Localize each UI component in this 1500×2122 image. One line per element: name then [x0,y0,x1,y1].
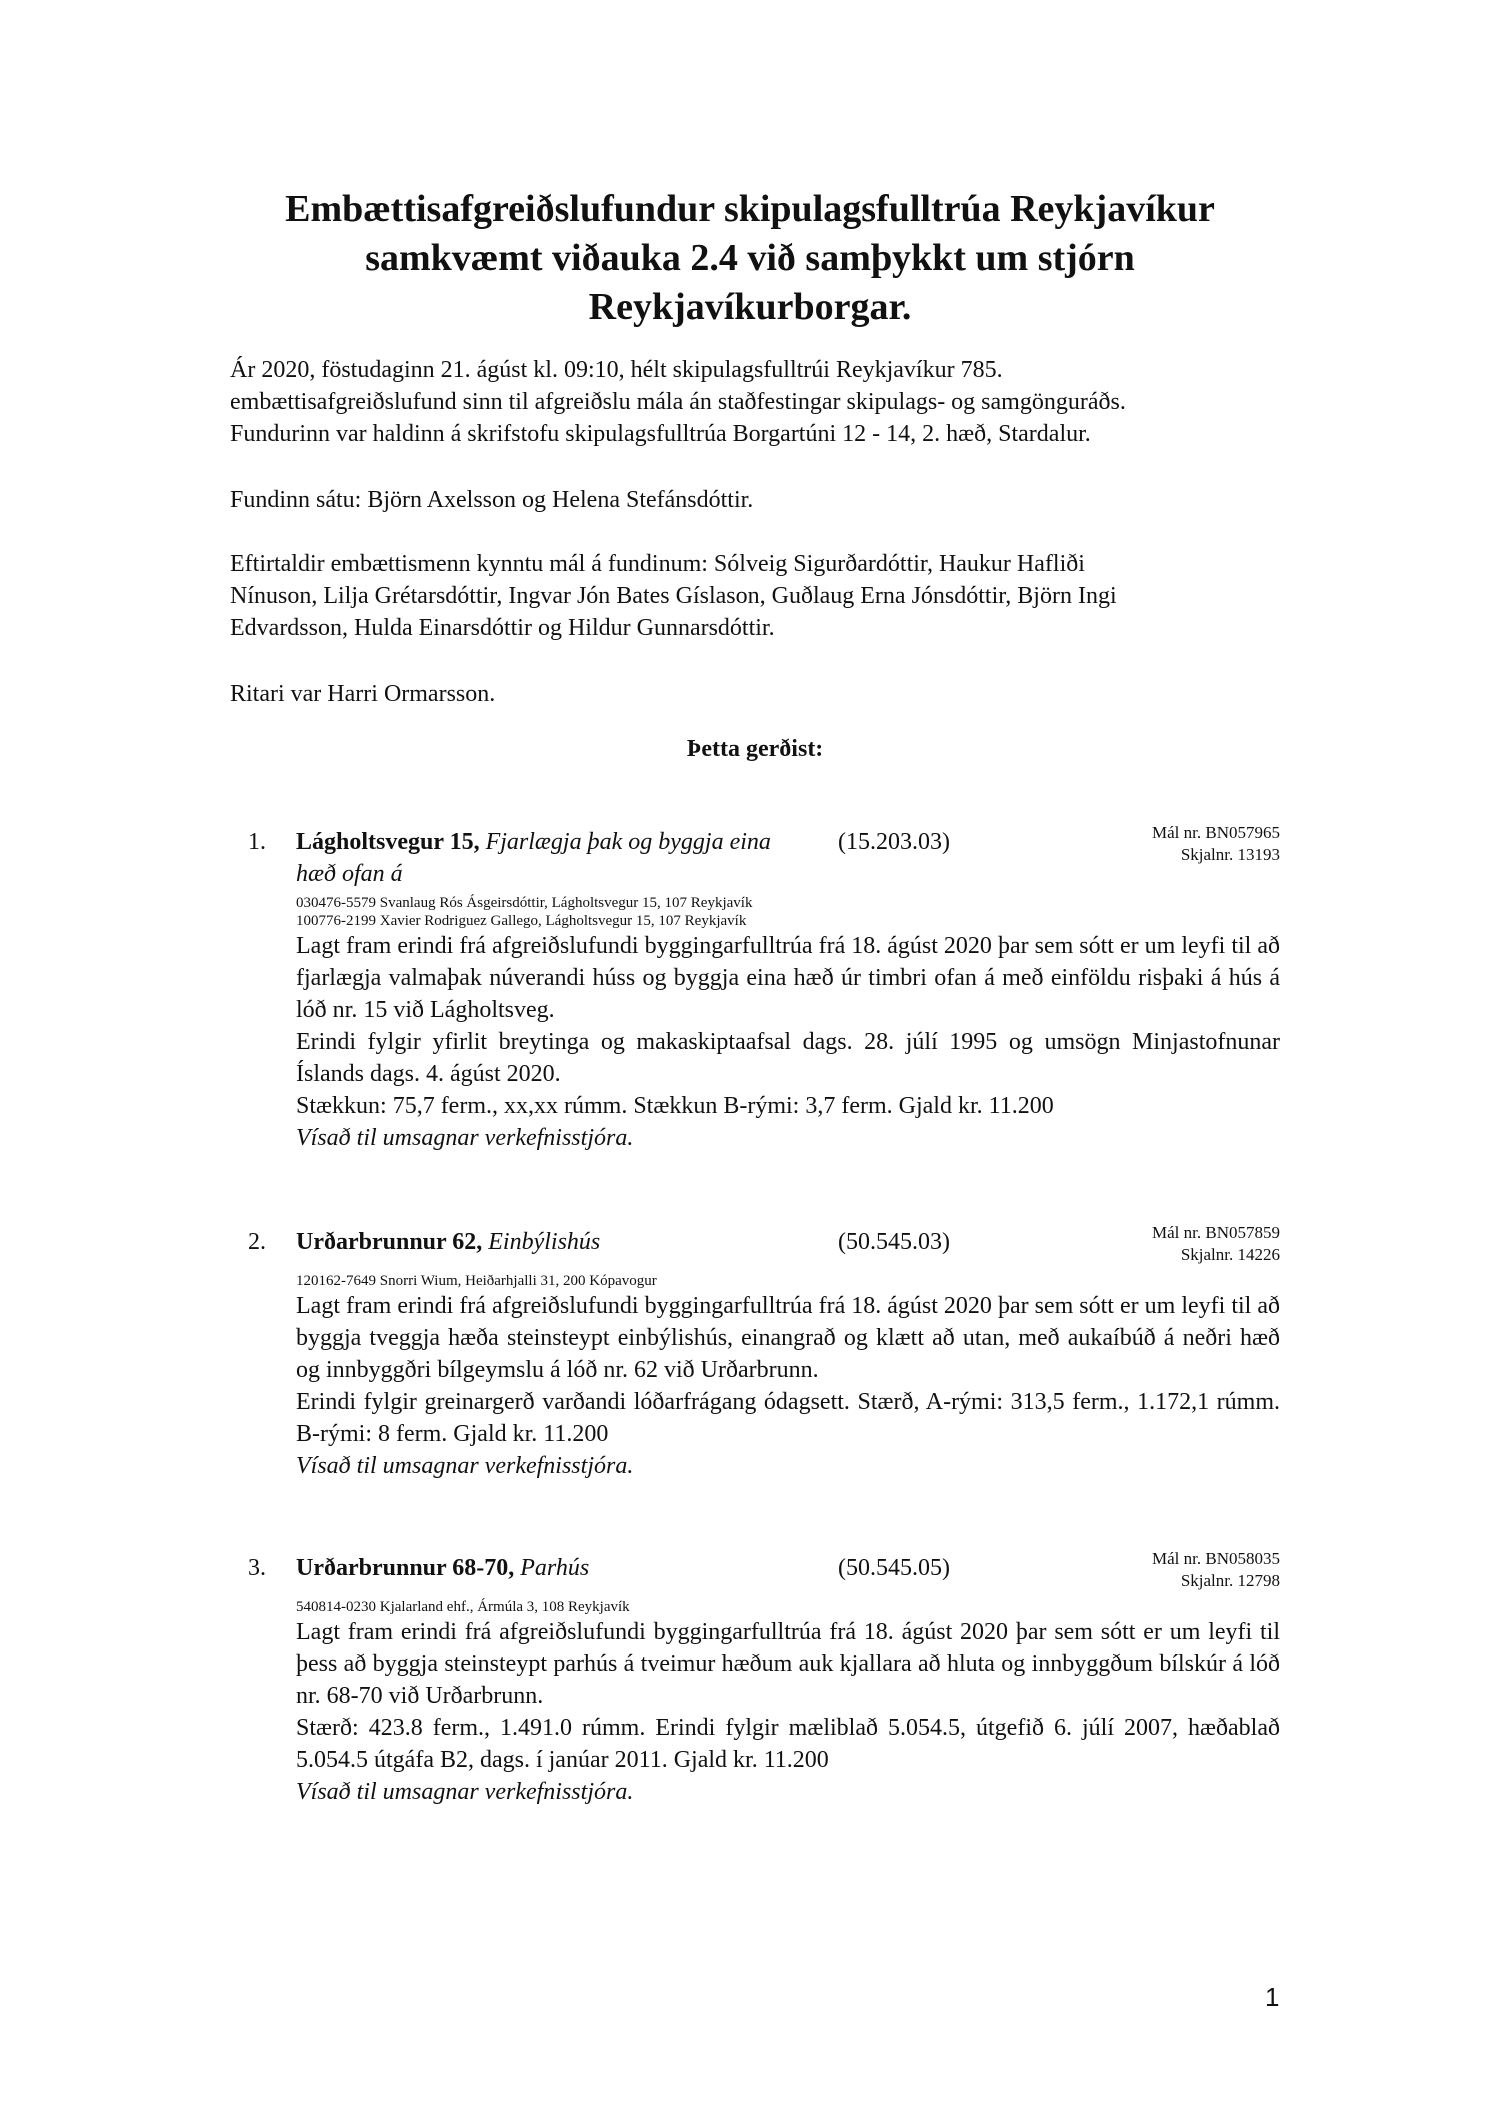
title-line-2: samkvæmt viðauka 2.4 við samþykkt um stjórn [365,237,1135,279]
applicant: 100776-2199 Xavier Rodriguez Gallego, Lágholtsvegur 15, 107 Reykjavík [296,913,747,929]
item-title [296,1226,806,1258]
item-outcome: Vísað til umsagnar verkefnisstjóra. [296,1779,634,1805]
case-number: Mál nr. BN058035 [1152,1549,1280,1568]
case-references [1152,822,1280,866]
land-number: (50.545.03) [838,1229,950,1255]
document-number: Skjalnr. 12798 [1180,1571,1280,1590]
applicant: 120162-7649 Snorri Wium, Heiðarhjalli 31, 200 Kópavogur [296,1273,657,1289]
intro-paragraph-officials [230,548,1280,644]
item-description: Parhús [520,1555,590,1581]
item-body [296,1598,1280,1808]
item-paragraph: Lagt fram erindi frá afgreiðslufundi byggingarfulltrúa frá 18. ágúst 2020 þar sem sótt er um leyfi til þess að byggja steinsteypt parhús á tveimur hæðum auk kjallara að hluta og innbyggðum bílskúr á lóð nr. 68-70 við Urðarbrunn. [296,1619,1280,1709]
item-description: Einbýlishús [488,1229,601,1255]
item-paragraph: Erindi fylgir yfirlit breytinga og makaskiptaafsal dags. 28. júlí 1995 og umsögn Minjastofnunar Íslands dags. 4. ágúst 2020. [296,1029,1280,1087]
intro-line: Edvardsson, Hulda Einarsdóttir og Hildur Gunnarsdóttir. [230,615,775,641]
title-line-3: Reykjavíkurborgar. [588,286,912,328]
intro-line: embættisafgreiðslufund sinn til afgreiðslu mála án staðfestingar skipulags- og samgönguráðs. [230,389,1126,415]
document-title [230,185,1270,332]
title-line-1: Embættisafgreiðslufundur skipulagsfulltrúa Reykjavíkur [285,188,1215,230]
applicant: 540814-0230 Kjalarland ehf., Ármúla 3, 108 Reykjavík [296,1599,630,1615]
land-number: (50.545.05) [838,1555,950,1581]
item-paragraph: Lagt fram erindi frá afgreiðslufundi byggingarfulltrúa frá 18. ágúst 2020 þar sem sótt er um leyfi til að byggja tveggja hæða steinsteypt einbýlishús, einangrað og klætt að utan, með aukaíbúð á neðri hæð og innbyggðri bílgeymslu á lóð nr. 62 við Urðarbrunn. [296,1293,1280,1383]
item-address: Urðarbrunnur 62, [296,1229,483,1255]
item-paragraph: Stærð: 423.8 ferm., 1.491.0 rúmm. Erindi fylgir mæliblað 5.054.5, útgefið 6. júlí 2007, hæðablað 5.054.5 útgáfa B2, dags. í janúar 2011. Gjald kr. 11.200 [296,1715,1280,1773]
document-number: Skjalnr. 13193 [1180,845,1280,864]
intro-paragraph-secretary: Ritari var Harri Ormarsson. [230,681,496,707]
document-number: Skjalnr. 14226 [1180,1245,1280,1264]
intro-paragraph-meeting [230,354,1280,450]
item-title [296,1552,806,1584]
intro-line: Nínuson, Lilja Grétarsdóttir, Ingvar Jón Bates Gíslason, Guðlaug Erna Jónsdóttir, Björn Ingi [230,583,1117,609]
item-body [296,894,1280,1154]
item-outcome: Vísað til umsagnar verkefnisstjóra. [296,1125,634,1151]
intro-paragraph-attendees: Fundinn sátu: Björn Axelsson og Helena Stefánsdóttir. [230,487,754,513]
item-number: 2. [248,1229,266,1255]
item-paragraph: Lagt fram erindi frá afgreiðslufundi byggingarfulltrúa frá 18. ágúst 2020 þar sem sótt er um leyfi til að fjarlægja valmaþak núverandi húss og byggja eina hæð úr timbri ofan á með einföldu risþaki á hús á lóð nr. 15 við Lágholtsveg. [296,933,1280,1023]
intro-line: Fundurinn var haldinn á skrifstofu skipulagsfulltrúa Borgartúni 12 - 14, 2. hæð, Stardalur. [230,421,1091,447]
land-number: (15.203.03) [838,829,950,855]
page-number: 1 [1265,1982,1280,2012]
case-references [1152,1548,1280,1592]
intro-line: Eftirtaldir embættismenn kynntu mál á fundinum: Sólveig Sigurðardóttir, Haukur Hafliði [230,551,1085,577]
intro-line: Ár 2020, föstudaginn 21. ágúst kl. 09:10, hélt skipulagsfulltrúi Reykjavíkur 785. [230,357,1003,383]
item-outcome: Vísað til umsagnar verkefnisstjóra. [296,1453,634,1479]
item-number: 3. [248,1555,266,1581]
item-description: Fjarlægja þak og byggja eina hæð ofan á [296,829,771,887]
applicant: 030476-5579 Svanlaug Rós Ásgeirsdóttir, Lágholtsvegur 15, 107 Reykjavík [296,895,753,911]
case-references [1152,1222,1280,1266]
item-address: Lágholtsvegur 15, [296,829,480,855]
item-address: Urðarbrunnur 68-70, [296,1555,515,1581]
item-paragraph: Stækkun: 75,7 ferm., xx,xx rúmm. Stækkun B-rými: 3,7 ferm. Gjald kr. 11.200 [296,1093,1054,1119]
item-paragraph: Erindi fylgir greinargerð varðandi lóðarfrágang ódagsett. Stærð, A-rými: 313,5 ferm., 1.172,1 rúmm. B-rými: 8 ferm. Gjald kr. 11.200 [296,1389,1280,1447]
section-heading: Þetta gerðist: [686,736,824,762]
item-body [296,1272,1280,1482]
case-number: Mál nr. BN057965 [1152,823,1280,842]
item-title [296,826,806,890]
case-number: Mál nr. BN057859 [1152,1223,1280,1242]
item-number: 1. [248,829,266,855]
